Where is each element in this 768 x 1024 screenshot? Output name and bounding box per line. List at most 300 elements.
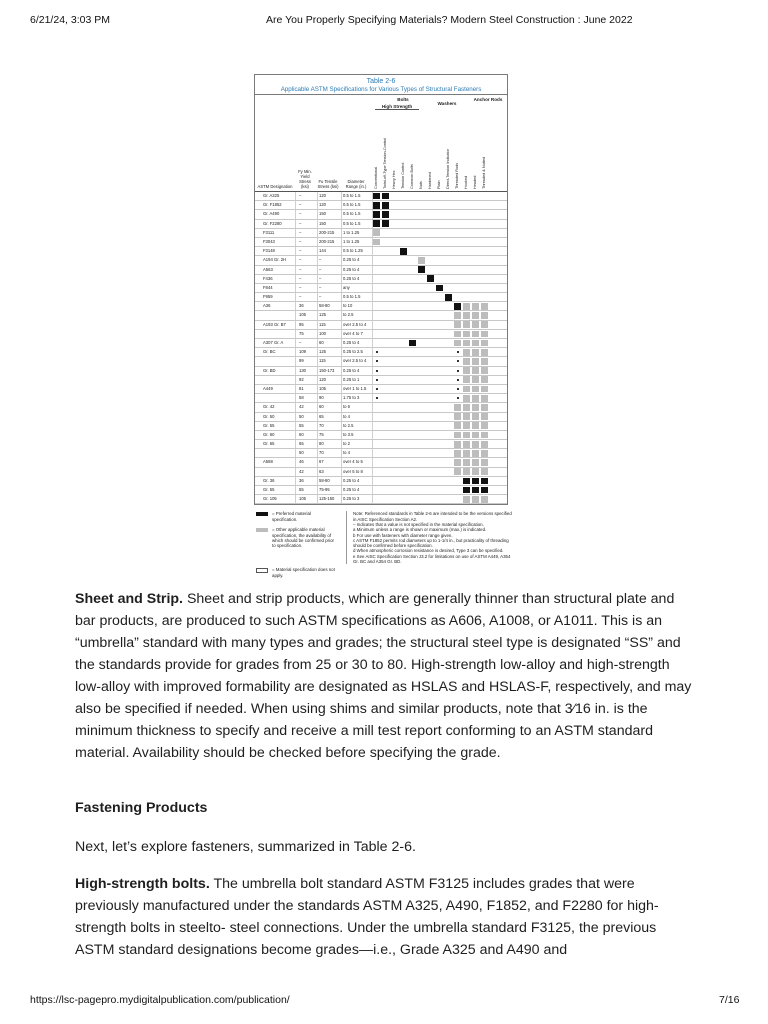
- grid-line: [317, 486, 318, 494]
- grid-line: [372, 321, 373, 329]
- cell-mark: [472, 349, 479, 356]
- grid-line: [295, 449, 296, 457]
- legend-swatch-white: [256, 568, 268, 573]
- grid-line: [372, 339, 373, 347]
- cell-designation: Gr. BC: [263, 349, 276, 355]
- cell-fy: 36: [299, 477, 304, 483]
- rot-header: Heavy Hex: [392, 170, 396, 189]
- cell-mark: [463, 331, 470, 338]
- grid-line: [341, 293, 342, 301]
- heading-fastening-products: Fastening Products: [75, 800, 208, 816]
- grid-line: [372, 376, 373, 384]
- cell-fu: 65: [319, 413, 324, 419]
- cell-fy: –: [299, 220, 302, 226]
- grid-line: [372, 468, 373, 476]
- grid-line: [372, 458, 373, 466]
- table-row: [255, 311, 507, 320]
- grid-line: [341, 403, 342, 411]
- rot-header: Threaded & Nutted: [482, 156, 486, 189]
- cell-mark: [472, 386, 479, 393]
- col-fu: Fu Tensile Stress (ksi): [317, 179, 339, 189]
- grid-line: [295, 266, 296, 274]
- grid-line: [295, 348, 296, 356]
- group-washers: Washers: [437, 101, 457, 106]
- cell-diameter: 0.25 to 4: [343, 275, 360, 281]
- rot-header: Threaded Rods: [455, 162, 459, 189]
- rot-header: Tension Control: [401, 162, 405, 189]
- cell-fu: 100: [319, 330, 326, 336]
- cell-fy: 42: [299, 404, 304, 410]
- table-subtitle: Applicable ASTM Specifications for Various Types of Structural Fasteners: [255, 86, 507, 95]
- cell-mark: [481, 331, 488, 338]
- cell-diameter: 0.25 to 4: [343, 257, 360, 263]
- cell-fy: 105: [299, 496, 306, 502]
- grid-line: [341, 413, 342, 421]
- grid-line: [295, 468, 296, 476]
- cell-mark: [373, 202, 380, 209]
- grid-line: [317, 302, 318, 310]
- table-row: [255, 284, 507, 293]
- grid-line: [341, 440, 342, 448]
- cell-mark: [481, 358, 488, 365]
- cell-diameter: to 3.5: [343, 431, 354, 437]
- cell-fu: 115: [319, 321, 326, 327]
- grid-line: [295, 229, 296, 237]
- cell-designation: F844: [263, 284, 273, 290]
- cell-diameter: 0.5 to 1.5: [343, 220, 361, 226]
- cell-fu: 115: [319, 358, 326, 364]
- cell-fu: 120: [319, 193, 326, 198]
- table-row: [255, 192, 507, 201]
- grid-line: [372, 330, 373, 338]
- table-row: [255, 293, 507, 302]
- grid-line: [317, 468, 318, 476]
- print-page-number: 7/16: [719, 994, 740, 1006]
- cell-mark: [376, 379, 378, 381]
- cell-fu: 150: [319, 220, 326, 226]
- grid-line: [372, 284, 373, 292]
- grid-line: [341, 376, 342, 384]
- grid-line: [317, 293, 318, 301]
- grid-line: [372, 449, 373, 457]
- legend-swatch-gray: [256, 528, 268, 532]
- table-row: [255, 367, 507, 376]
- cell-fy: 95: [299, 321, 304, 327]
- table-row: [255, 357, 507, 366]
- grid-line: [372, 367, 373, 375]
- cell-diameter: over 5 to 8: [343, 468, 363, 474]
- grid-line: [295, 477, 296, 485]
- grid-line: [317, 192, 318, 200]
- cell-mark: [445, 294, 452, 301]
- cell-fy: –: [299, 229, 302, 235]
- cell-fy: 75: [299, 330, 304, 336]
- grid-line: [295, 302, 296, 310]
- cell-mark: [481, 468, 488, 475]
- table-row: [255, 477, 507, 486]
- cell-mark: [472, 459, 479, 466]
- table-row: [255, 468, 507, 477]
- grid-line: [317, 311, 318, 319]
- cell-fu: 75: [319, 431, 324, 437]
- grid-line: [295, 247, 296, 255]
- table-legend: = Preferred material specification. = Other applicable material specification, the availability of which should be confirmed prior to specification. = Material specification does not apply. Note: Referenced standards in Table 2-6 are intended to be the versions specified in AISC Specification Section A2. – Indicates that a value is not specified in the material specification. a Minimum unless a range is shown or maximum (max.) is indicated. b For use with fasteners with diameter range given. c ASTM F1852 permits rod diameters up to 1-1/4 in., but practicality of threading should be confirmed before specification. d When atmospheric corrosion resistance is desired, Type 3 can be specified. e See AISC Specification Section J3.2 for limitations on use of ASTM A449, A354 Gr. BC and A354 Gr. BD.: [254, 511, 506, 585]
- cell-mark: [463, 376, 470, 383]
- grid-line: [317, 339, 318, 347]
- cell-diameter: to 4: [343, 413, 350, 419]
- cell-fu: 58-80: [319, 303, 330, 309]
- cell-designation: F3148: [263, 248, 275, 254]
- cell-fy: 109: [299, 349, 306, 355]
- cell-mark: [463, 340, 470, 347]
- grid-line: [341, 321, 342, 329]
- cell-mark: [472, 395, 479, 402]
- grid-line: [317, 284, 318, 292]
- grid-line: [317, 385, 318, 393]
- cell-mark: [472, 422, 479, 429]
- rot-header: Nuts: [419, 181, 423, 189]
- grid-line: [341, 256, 342, 264]
- cell-fu: –: [319, 266, 322, 272]
- grid-line: [341, 330, 342, 338]
- cell-mark: [472, 367, 479, 374]
- grid-line: [341, 422, 342, 430]
- cell-fu: 200-215: [319, 229, 335, 235]
- cell-fy: 99: [299, 358, 304, 364]
- grid-line: [317, 220, 318, 228]
- cell-diameter: to 4: [343, 450, 350, 456]
- cell-mark: [457, 370, 459, 372]
- cell-mark: [463, 468, 470, 475]
- cell-diameter: 1 to 1.25: [343, 238, 360, 244]
- cell-mark: [463, 312, 470, 319]
- grid-line: [317, 256, 318, 264]
- print-page-title: Are You Properly Specifying Materials? Modern Steel Construction : June 2022: [266, 14, 633, 26]
- grid-line: [295, 431, 296, 439]
- cell-mark: [373, 220, 380, 227]
- grid-line: [317, 348, 318, 356]
- cell-mark: [463, 404, 470, 411]
- cell-diameter: over 1 to 1.5: [343, 385, 367, 391]
- grid-line: [317, 330, 318, 338]
- grid-line: [341, 394, 342, 402]
- grid-line: [341, 339, 342, 347]
- grid-line: [295, 238, 296, 246]
- grid-line: [372, 348, 373, 356]
- cell-fu: 105: [319, 385, 326, 391]
- grid-line: [295, 275, 296, 283]
- cell-mark: [481, 303, 488, 310]
- cell-fy: 92: [299, 376, 304, 382]
- cell-designation: Gr. A325: [263, 193, 280, 198]
- cell-designation: Gr. 60: [263, 431, 275, 437]
- cell-mark: [481, 422, 488, 429]
- grid-line: [295, 201, 296, 209]
- cell-mark: [481, 450, 488, 457]
- cell-mark: [463, 413, 470, 420]
- paragraph-high-strength-bolts: High-strength bolts. The umbrella bolt standard ASTM F3125 includes grades that were previously manufactured under the standards ASTM A325, A490, F1852, and F2280 for high-strength bolts in steelto- steel connections. Under the umbrella standard F3125, the previous ASTM standard designations become grades—i.e., Grade A325 and A490 and: [75, 876, 659, 958]
- grid-line: [341, 357, 342, 365]
- grid-line: [317, 413, 318, 421]
- grid-line: [341, 468, 342, 476]
- cell-mark: [481, 413, 488, 420]
- grid-line: [295, 357, 296, 365]
- cell-designation: F3043: [263, 238, 275, 244]
- cell-mark: [472, 468, 479, 475]
- cell-diameter: to 2.5: [343, 312, 354, 318]
- cell-fy: 36: [299, 303, 304, 309]
- legend-swatch-black: [256, 512, 268, 516]
- cell-mark: [472, 358, 479, 365]
- rot-header: Twist-off-Type Tension-Control: [383, 137, 387, 189]
- cell-diameter: 0.25 to 3: [343, 496, 360, 502]
- cell-mark: [481, 349, 488, 356]
- grid-line: [317, 376, 318, 384]
- cell-fu: 125-150: [319, 496, 335, 502]
- cell-fy: –: [299, 340, 302, 345]
- cell-diameter: 0.5 to 1.5: [343, 202, 361, 208]
- cell-mark: [376, 360, 378, 362]
- cell-mark: [376, 351, 378, 353]
- cell-diameter: to 2: [343, 441, 350, 447]
- table-title: Table 2-6: [366, 78, 396, 85]
- grid-line: [317, 201, 318, 209]
- cell-fu: 60: [319, 404, 324, 410]
- grid-line: [372, 495, 373, 503]
- group-anchor-rods: Anchor Rods: [473, 97, 503, 102]
- cell-mark: [463, 395, 470, 402]
- grid-line: [295, 321, 296, 329]
- cell-fu: 75-95: [319, 487, 330, 492]
- cell-mark: [472, 487, 479, 494]
- cell-fy: 50: [299, 450, 304, 456]
- cell-mark: [472, 321, 479, 328]
- cell-fy: 55: [299, 487, 304, 492]
- cell-fy: –: [299, 257, 302, 263]
- table-row: [255, 495, 507, 504]
- cell-mark: [454, 459, 461, 466]
- col-fy: Fy Min. Yield Stress (ksi): [298, 169, 312, 189]
- grid-line: [372, 413, 373, 421]
- cell-fy: –: [299, 284, 302, 290]
- grid-line: [372, 311, 373, 319]
- cell-mark: [463, 367, 470, 374]
- table-row: [255, 394, 507, 403]
- cell-fu: 90: [319, 395, 324, 401]
- table-row: [255, 201, 507, 210]
- grid-line: [317, 431, 318, 439]
- grid-line: [372, 394, 373, 402]
- cell-fu: 125: [319, 312, 326, 318]
- rot-header: Common Bolts: [410, 164, 414, 189]
- cell-mark: [463, 478, 470, 485]
- cell-fu: 67: [319, 459, 324, 465]
- cell-mark: [463, 459, 470, 466]
- grid-line: [295, 403, 296, 411]
- grid-line: [341, 238, 342, 246]
- grid-line: [317, 229, 318, 237]
- cell-fy: –: [299, 202, 302, 208]
- cell-designation: Gr. 65: [263, 441, 275, 447]
- grid-line: [372, 357, 373, 365]
- cell-fu: 80: [319, 441, 324, 447]
- cell-fy: –: [299, 275, 302, 281]
- grid-line: [341, 220, 342, 228]
- table-row: [255, 302, 507, 311]
- cell-mark: [373, 211, 380, 218]
- cell-mark: [457, 379, 459, 381]
- fastener-table: [254, 74, 508, 505]
- cell-mark: [454, 321, 461, 328]
- cell-designation: Gr. 50: [263, 413, 275, 419]
- cell-mark: [472, 312, 479, 319]
- grid-line: [317, 440, 318, 448]
- grid-line: [341, 201, 342, 209]
- cell-mark: [481, 441, 488, 448]
- grid-line: [295, 330, 296, 338]
- grid-line: [372, 440, 373, 448]
- table-row: [255, 339, 507, 348]
- cell-mark: [418, 266, 425, 273]
- cell-fy: 58: [299, 395, 304, 401]
- table-row: [255, 238, 507, 247]
- cell-mark: [418, 257, 425, 264]
- cell-mark: [463, 450, 470, 457]
- cell-mark: [454, 404, 461, 411]
- grid-line: [341, 284, 342, 292]
- grid-line: [317, 495, 318, 503]
- cell-mark: [457, 397, 459, 399]
- table-notes: Note: Referenced standards in Table 2-6 are intended to be the versions specified in AISC Specification Section A2. – Indicates that a value is not specified in the material specification. a Minimum unless a range is shown or maximum (max.) is indicated. b For use with fasteners with diameter range given. c ASTM F1852 permits rod diameters up to 1-1/4 in., but practicality of threading should be confirmed before specification. d When atmospheric corrosion resistance is desired, Type 3 can be specified. e See AISC Specification Section J3.2 for limitations on use of ASTM A449, A354 Gr. BC and A354 Gr. BD.: [346, 511, 513, 564]
- cell-mark: [400, 248, 407, 255]
- grid-line: [295, 192, 296, 200]
- grid-line: [317, 357, 318, 365]
- cell-mark: [454, 331, 461, 338]
- cell-diameter: 0.5 to 1.5: [343, 294, 361, 300]
- grid-line: [341, 247, 342, 255]
- cell-mark: [409, 340, 416, 347]
- grid-line: [341, 275, 342, 283]
- cell-designation: A307 Gr. A: [263, 340, 284, 345]
- grid-line: [341, 385, 342, 393]
- cell-mark: [382, 211, 389, 218]
- cell-designation: Gr. 36: [263, 477, 275, 483]
- cell-fu: 60: [319, 340, 324, 345]
- grid-line: [317, 403, 318, 411]
- table-row: [255, 275, 507, 284]
- cell-mark: [427, 275, 434, 282]
- grid-line: [317, 422, 318, 430]
- cell-fy: 42: [299, 468, 304, 474]
- grid-line: [372, 275, 373, 283]
- grid-line: [372, 403, 373, 411]
- cell-fy: –: [299, 238, 302, 244]
- cell-mark: [472, 303, 479, 310]
- cell-mark: [454, 340, 461, 347]
- cell-designation: Gr. 55: [263, 422, 275, 428]
- grid-line: [317, 367, 318, 375]
- cell-fu: 150: [319, 211, 326, 217]
- cell-mark: [472, 331, 479, 338]
- cell-mark: [463, 349, 470, 356]
- cell-fy: –: [299, 266, 302, 272]
- rot-header: Direct-Tension Indicator: [446, 149, 450, 189]
- cell-designation: Gr. 55: [263, 487, 275, 492]
- cell-fy: 65: [299, 441, 304, 447]
- rot-header: Headed: [473, 175, 477, 189]
- grid-line: [295, 339, 296, 347]
- lead-high-strength-bolts: High-strength bolts.: [75, 876, 210, 892]
- grid-line: [341, 477, 342, 485]
- grid-line: [341, 431, 342, 439]
- cell-diameter: over 4 to 5: [343, 459, 363, 465]
- group-high-strength: High Strength: [375, 104, 419, 110]
- grid-line: [372, 247, 373, 255]
- grid-line: [372, 385, 373, 393]
- grid-line: [341, 192, 342, 200]
- cell-diameter: 0.25 to 4: [343, 477, 360, 483]
- grid-line: [372, 422, 373, 430]
- cell-mark: [463, 496, 470, 503]
- paragraph-sheet-and-strip: Sheet and Strip. Sheet and strip products, which are generally thinner than structural plate and bar products, are produced to such ASTM specifications as A606, A1008, or A1011. This is an “umbrella” standard with many types and grades; the structural steel type is designated “SS” and the standards provide for grades from 25 or 30 to 80. High-strength low-alloy and high-strength low-alloy with improved formability are designated as HSLAS and HSLAS-F, respectively, and may also be specified if needed. When using shims and similar products, note that 3⁄16 in. is the minimum thickness to specify and receive a mill test report conforming to an ASTM standard material. Availability should be checked before specifying the grade.: [75, 591, 692, 761]
- cell-mark: [472, 340, 479, 347]
- cell-fy: 46: [299, 459, 304, 465]
- grid-line: [317, 275, 318, 283]
- grid-line: [295, 376, 296, 384]
- cell-mark: [472, 376, 479, 383]
- cell-mark: [454, 468, 461, 475]
- cell-mark: [382, 202, 389, 209]
- cell-designation: A588: [263, 459, 273, 465]
- cell-mark: [481, 321, 488, 328]
- cell-designation: Gr. 42: [263, 404, 275, 410]
- cell-mark: [454, 432, 461, 439]
- grid-line: [372, 293, 373, 301]
- grid-line: [295, 367, 296, 375]
- cell-diameter: 1 to 1.25: [343, 229, 360, 235]
- table-row: [255, 486, 507, 495]
- cell-mark: [463, 386, 470, 393]
- table-row: [255, 330, 507, 339]
- grid-line: [372, 477, 373, 485]
- cell-mark: [472, 450, 479, 457]
- group-bolts: Bolts: [397, 97, 409, 102]
- grid-line: [295, 385, 296, 393]
- grid-line: [295, 311, 296, 319]
- cell-fu: –: [319, 257, 322, 263]
- cell-mark: [373, 229, 380, 236]
- cell-fy: 105: [299, 312, 306, 318]
- grid-line: [317, 238, 318, 246]
- cell-mark: [457, 388, 459, 390]
- table-row: [255, 413, 507, 422]
- grid-line: [341, 367, 342, 375]
- cell-mark: [481, 376, 488, 383]
- grid-line: [372, 302, 373, 310]
- grid-line: [372, 266, 373, 274]
- grid-line: [341, 229, 342, 237]
- cell-fu: –: [319, 294, 322, 300]
- print-url: https://lsc-pagepro.mydigitalpublication.com/publication/: [30, 994, 290, 1006]
- table-row: [255, 431, 507, 440]
- cell-diameter: 0.5 to 1.5: [343, 193, 361, 198]
- cell-mark: [472, 478, 479, 485]
- grid-line: [295, 284, 296, 292]
- cell-mark: [454, 303, 461, 310]
- cell-fy: –: [299, 248, 302, 254]
- cell-mark: [463, 487, 470, 494]
- grid-line: [295, 486, 296, 494]
